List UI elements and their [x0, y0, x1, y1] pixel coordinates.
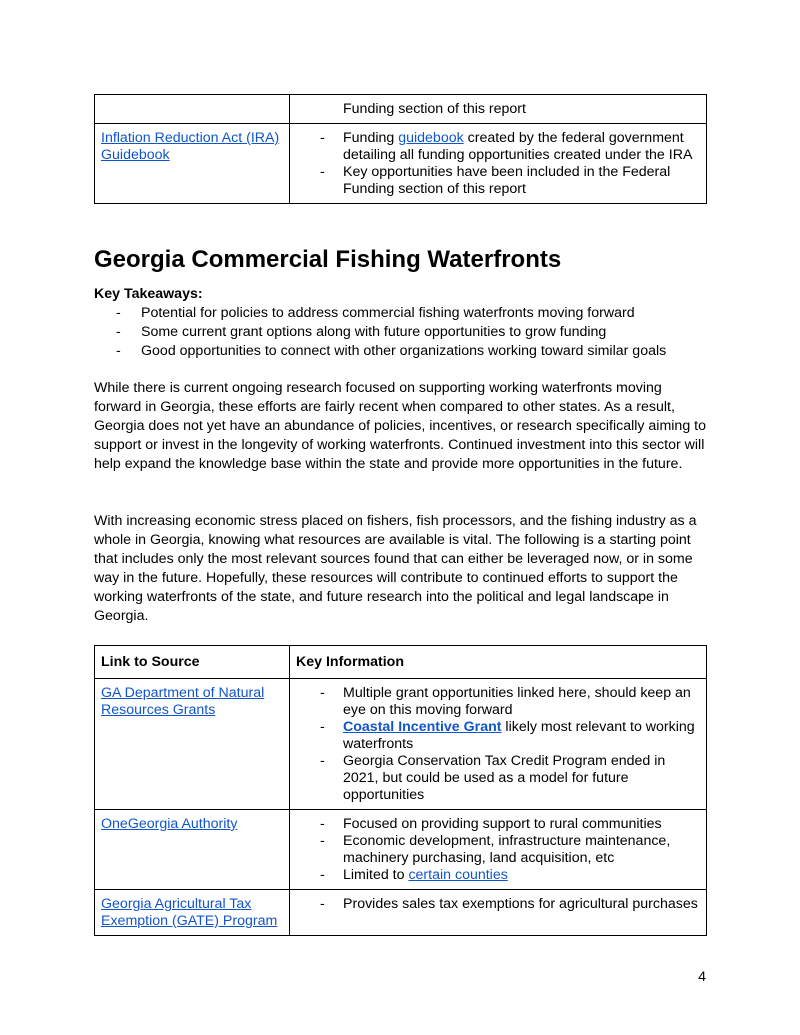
key-takeaways [94, 285, 714, 361]
table-row [95, 810, 707, 890]
table-cell-info [290, 679, 707, 810]
table-cell-link [95, 810, 290, 890]
table-cell-info [290, 810, 707, 890]
list-item: - Coastal Incentive Grant likely most relevant to working waterfronts [296, 719, 700, 753]
column-header: Key Information [290, 646, 707, 679]
ira-guidebook-link[interactable]: Inflation Reduction Act (IRA) Guidebook [101, 130, 280, 163]
list-item: - Multiple grant opportunities linked here, should keep an eye on this moving forward [296, 685, 700, 719]
column-header: Link to Source [95, 646, 290, 679]
gate-program-link[interactable]: Georgia Agricultural Tax Exemption (GATE) Program [101, 896, 278, 929]
continued-table [94, 94, 707, 204]
table-row [95, 679, 707, 810]
table-cell-info [290, 890, 707, 936]
list-item: - Georgia Conservation Tax Credit Program ended in 2021, but could be used as a model for future opportunities [296, 753, 700, 804]
list-item: - Economic development, infrastructure maintenance, machinery purchasing, land acquisition, etc [296, 833, 700, 867]
certain-counties-link[interactable]: certain counties [408, 867, 508, 883]
table-cell-link [95, 679, 290, 810]
list-item: - Some current grant options along with future opportunities to grow funding [94, 323, 714, 342]
list-item: - Funding guidebook created by the federal government detailing all funding opportunities created under the IRA [296, 130, 700, 164]
key-takeaways-label: Key Takeaways: [94, 286, 203, 302]
page-number: 4 [698, 969, 706, 985]
onegeorgia-authority-link[interactable]: OneGeorgia Authority [101, 816, 238, 832]
list-item: - Potential for policies to address commercial fishing waterfronts moving forward [94, 304, 714, 323]
list-item: - Key opportunities have been included in the Federal Funding section of this report [296, 164, 700, 198]
table-header-row [95, 646, 707, 679]
table-row [95, 124, 707, 204]
list-item: - Limited to certain counties [296, 867, 700, 884]
takeaways-list [94, 304, 714, 361]
section-heading: Georgia Commercial Fishing Waterfronts [94, 246, 562, 273]
continued-line: Funding section of this report [343, 101, 526, 117]
table-cell-link [95, 124, 290, 204]
table-cell-info [290, 124, 707, 204]
table-cell-empty [95, 95, 290, 124]
sources-table [94, 645, 707, 936]
list-item: - Provides sales tax exemptions for agricultural purchases [296, 896, 700, 913]
guidebook-link[interactable]: guidebook [398, 130, 464, 146]
table-cell-info [290, 95, 707, 124]
list-item: - Focused on providing support to rural communities [296, 816, 700, 833]
paragraph: With increasing economic stress placed on fishers, fish processors, and the fishing industry as a whole in Georgia, knowing what resources are available is vital. The following is a starting point that includes only the most relevant sources found that can either be leveraged now, or in some way in the future. Hopefully, these resources will contribute to continued efforts to support the working waterfronts of the state, and future research into the political and legal landscape in Georgia. [94, 513, 697, 624]
table-cell-link [95, 890, 290, 936]
table-row [95, 95, 707, 124]
coastal-incentive-grant-link[interactable]: Coastal Incentive Grant [343, 719, 502, 735]
paragraph: While there is current ongoing research focused on supporting working waterfronts moving forward in Georgia, these efforts are fairly recent when compared to other states. As a result, Georgia does not yet have an abundance of policies, incentives, or research specifically aiming to support or invest in the longevity of working waterfronts. Continued investment into this sector will help expand the knowledge base within the state and provide more opportunities in the future. [94, 380, 706, 472]
table-row [95, 890, 707, 936]
ga-dnr-grants-link[interactable]: GA Department of Natural Resources Grants [101, 685, 265, 718]
list-item: - Good opportunities to connect with other organizations working toward similar goals [94, 342, 714, 361]
